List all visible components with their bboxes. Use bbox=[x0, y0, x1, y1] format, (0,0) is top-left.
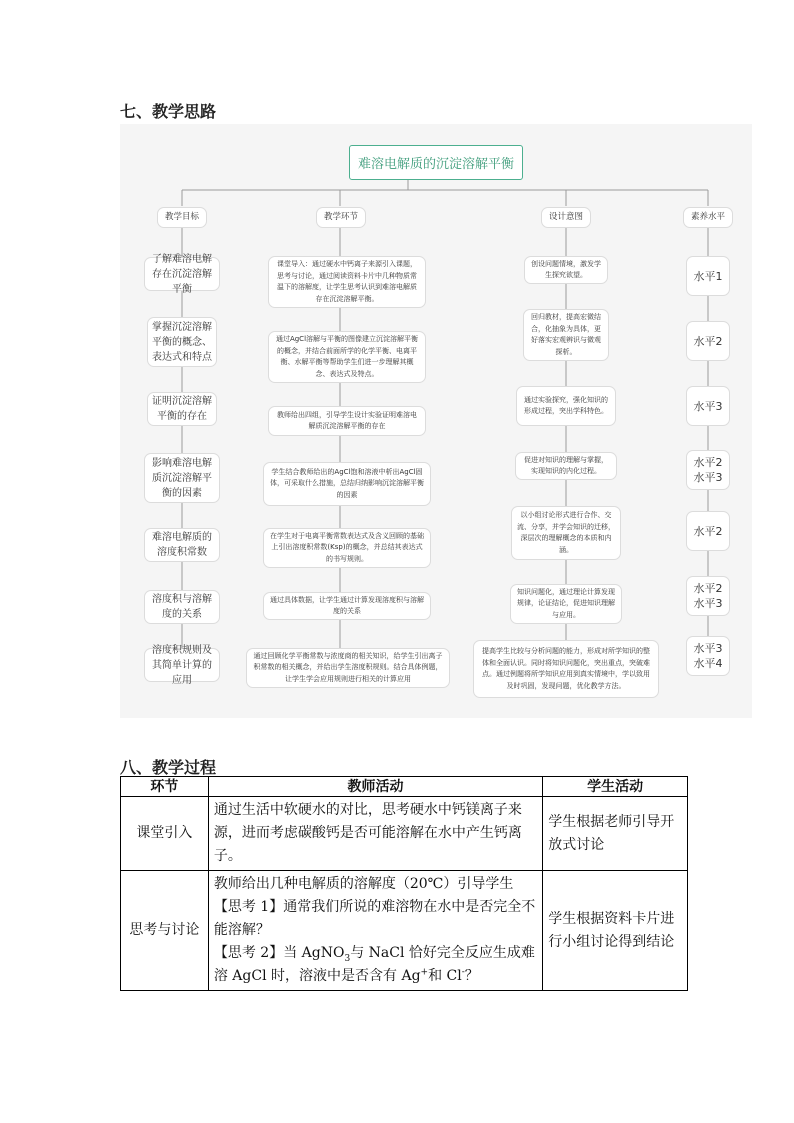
think-2-text: 和 Cl bbox=[428, 968, 462, 984]
teaching-idea-diagram bbox=[120, 124, 752, 718]
section-7-title: 七、教学思路 bbox=[120, 102, 217, 121]
think-2-text: 当 AgNO bbox=[283, 945, 345, 961]
think-1-text: 通常我们所说的难溶物在水中是否完全不能溶解？ bbox=[213, 899, 536, 938]
header-teacher: 教师活动 bbox=[208, 777, 542, 797]
level-item: 水平2 bbox=[686, 321, 730, 361]
intent-item: 知识问题化，通过理论计算发现规律，论证结论，促进知识理解与应用。 bbox=[510, 584, 622, 624]
step-item: 学生结合教师给出的AgCl饱和溶液中析出AgCl固体，可采取什么措施，总结归纳影响沉淀溶解平衡的因素 bbox=[263, 462, 431, 506]
teacher-intro: 教师给出几种电解质的溶解度（20℃）引导学生 bbox=[213, 876, 514, 892]
subscript: 3 bbox=[344, 953, 351, 964]
header-intents: 设计意图 bbox=[541, 207, 591, 228]
header-levels: 素养水平 bbox=[683, 207, 733, 228]
header-student: 学生活动 bbox=[543, 777, 688, 797]
superscript: + bbox=[420, 967, 429, 978]
student-cell: 学生根据资料卡片进行小组讨论得到结论 bbox=[543, 871, 688, 991]
stage-cell: 思考与讨论 bbox=[121, 871, 209, 991]
think-2-tag: 【思考 2】 bbox=[213, 945, 284, 961]
think-1-tag: 【思考 1】 bbox=[213, 899, 284, 915]
intent-item: 创设问题情境，激发学生探究欲望。 bbox=[524, 256, 608, 284]
stage-cell: 课堂引入 bbox=[121, 797, 209, 871]
intent-item: 提高学生比较与分析问题的能力，形成对所学知识的整体和全面认识。同时将知识问题化，突出重点，突破难点。通过例题将所学知识应用到真实情境中，学以致用及时巩固，发现问题，优化教学方法。 bbox=[473, 640, 659, 698]
intent-item: 促进对知识的理解与掌握，实现知识的内化过程。 bbox=[515, 452, 617, 480]
table-header-row bbox=[121, 777, 688, 797]
intent-item: 以小组讨论形式进行合作、交流、分享，并学会知识的迁移，深层次的理解概念的本质和内涵。 bbox=[511, 506, 621, 560]
goal-item: 影响难溶电解质沉淀溶解平衡的因素 bbox=[144, 453, 220, 503]
level-item: 水平2 水平3 bbox=[686, 450, 730, 490]
step-item: 通过具体数据，让学生通过计算发现溶度积与溶解度的关系 bbox=[263, 592, 431, 620]
header-steps: 教学环节 bbox=[316, 207, 366, 228]
goal-item: 溶度积规则及其简单计算的应用 bbox=[144, 648, 220, 682]
superscript: - bbox=[461, 967, 465, 978]
student-cell: 学生根据老师引导开放式讨论 bbox=[543, 797, 688, 871]
diagram-root: 难溶电解质的沉淀溶解平衡 bbox=[349, 145, 523, 180]
think-2 bbox=[214, 942, 537, 988]
step-item: 通过回顾化学平衡常数与浓度商的相关知识，给学生引出离子积常数的相关概念，并给出学生溶度积规则。结合具体例题，让学生学会应用规则进行相关的计算应用 bbox=[246, 648, 450, 688]
intent-item: 回归教材，提高宏微结合，化抽象为具体，更好落实宏观辨识与微观探析。 bbox=[523, 309, 609, 361]
goal-item: 难溶电解质的溶度积常数 bbox=[144, 528, 220, 562]
table-row bbox=[121, 871, 688, 991]
think-2-text: 与 NaCl 恰好完全反应生成难溶 AgCl 时，溶液中是否含有 Ag bbox=[213, 945, 535, 984]
level-item: 水平1 bbox=[686, 256, 730, 296]
level-item: 水平3 bbox=[686, 386, 730, 426]
goal-item: 了解难溶电解存在沉淀溶解平衡 bbox=[144, 257, 220, 291]
level-item: 水平2 水平3 bbox=[686, 576, 730, 616]
step-item: 课堂导入：通过硬水中钙离子来源引入课题，思考与讨论，通过阅读资料卡片中几种物质常温下的溶解度，让学生思考认识到难溶电解质存在沉淀溶解平衡。 bbox=[268, 256, 426, 308]
teacher-cell bbox=[208, 871, 542, 991]
think-2-text: ？ bbox=[464, 968, 479, 984]
goal-item: 溶度积与溶解度的关系 bbox=[144, 590, 220, 624]
think-1 bbox=[214, 896, 537, 942]
level-item: 水平3 水平4 bbox=[686, 636, 730, 676]
header-stage: 环节 bbox=[121, 777, 209, 797]
level-item: 水平2 bbox=[686, 511, 730, 551]
section-8-title: 八、教学过程 bbox=[120, 758, 217, 777]
step-item: 通过AgCl溶解与平衡的图像建立沉淀溶解平衡的概念，并结合前面所学的化学平衡、电离平衡、水解平衡等帮助学生们进一步理解其概念、表达式及特点。 bbox=[268, 331, 426, 383]
teacher-cell: 通过生活中软硬水的对比，思考硬水中钙镁离子来源，进而考虑碳酸钙是否可能溶解在水中产生钙离子。 bbox=[208, 797, 542, 871]
header-goals: 教学目标 bbox=[157, 207, 207, 228]
step-item: 教师给出四组，引导学生设计实验证明难溶电解质沉淀溶解平衡的存在 bbox=[268, 406, 426, 436]
teaching-process-table bbox=[120, 776, 688, 991]
table-row bbox=[121, 797, 688, 871]
intent-item: 通过实验探究，强化知识的形成过程，突出学科特色。 bbox=[516, 386, 616, 426]
goal-item: 证明沉淀溶解平衡的存在 bbox=[147, 392, 217, 426]
goal-item: 掌握沉淀溶解平衡的概念、表达式和特点 bbox=[147, 317, 217, 367]
step-item: 在学生对于电离平衡常数表达式及含义回顾的基础上引出溶度积常数(Ksp)的概念，并总结其表达式的书写规则。 bbox=[263, 528, 431, 568]
